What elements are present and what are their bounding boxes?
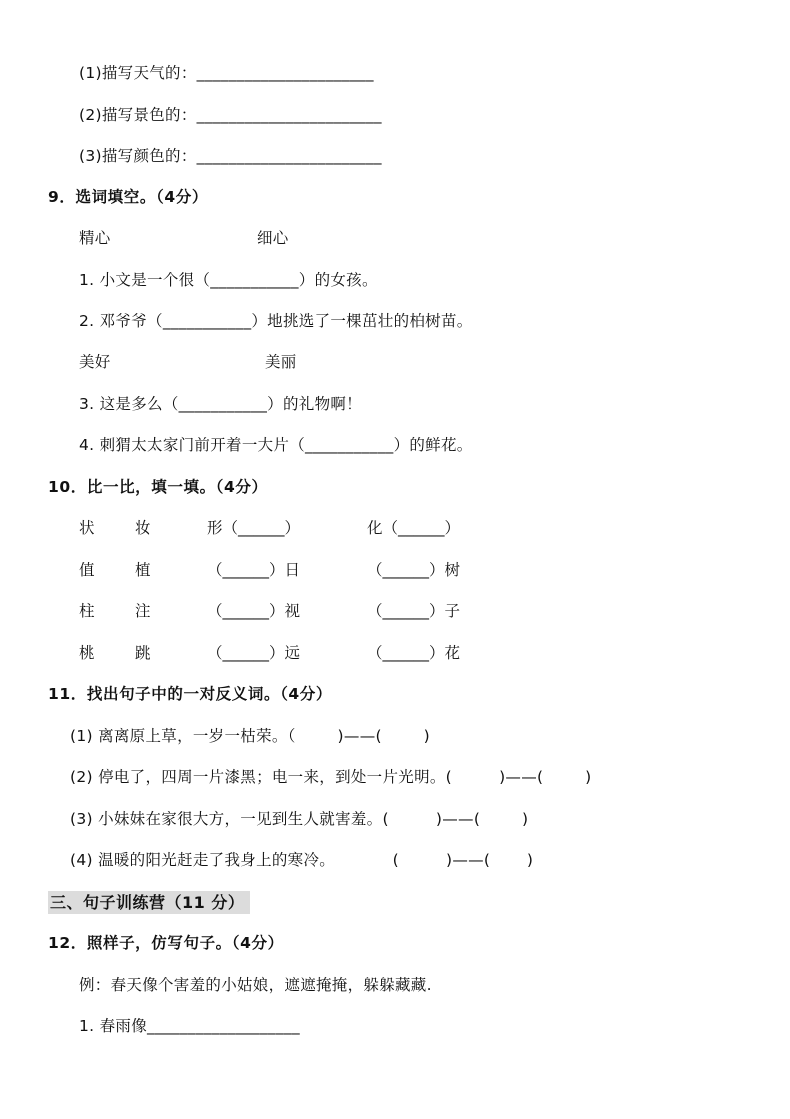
char-a: 桃	[79, 644, 95, 662]
describe-color-line: (3)描写颜色的：_______________________	[79, 147, 382, 165]
describe-weather-line: (1)描写天气的：______________________	[79, 64, 374, 82]
answer-blank[interactable]: ______________________	[196, 64, 374, 82]
question-11-sentence-1[interactable]: (1) 离离原上草，一岁一枯荣。（ )——( )	[70, 727, 431, 745]
question-11-title: 11．找出句子中的一对反义词。（4分）	[48, 685, 333, 703]
word-fill-blank[interactable]: （______）远	[207, 644, 301, 662]
answer-blank[interactable]: _______________________	[196, 106, 382, 124]
char-b: 注	[135, 602, 151, 620]
question-9-sentence-1[interactable]: 1. 小文是一个很（___________）的女孩。	[79, 271, 378, 289]
question-9-sentence-4[interactable]: 4. 刺猬太太家门前开着一大片（___________）的鲜花。	[79, 436, 473, 454]
section-3-heading: 三、句子训练营（11 分）	[48, 891, 250, 914]
question-9-sentence-3[interactable]: 3. 这是多么（___________）的礼物啊！	[79, 395, 362, 413]
word-fill-blank[interactable]: （______）树	[367, 561, 461, 579]
question-9-title: 9．选词填空。（4分）	[48, 188, 208, 206]
char-a: 柱	[79, 602, 95, 620]
question-12-sentence-1[interactable]: 1. 春雨像___________________	[79, 1017, 300, 1035]
word-option: 美丽	[265, 353, 297, 371]
answer-blank[interactable]: _______________________	[196, 147, 382, 165]
word-option: 美好	[79, 353, 111, 371]
word-fill-blank[interactable]: （______）花	[367, 644, 461, 662]
example-sentence: 例：春天像个害羞的小姑娘，遮遮掩掩，躲躲藏藏.	[79, 976, 432, 994]
char-a: 值	[79, 561, 95, 579]
question-9-sentence-2[interactable]: 2. 邓爷爷（___________）地挑选了一棵茁壮的柏树苗。	[79, 312, 473, 330]
question-12-title: 12．照样子，仿写句子。（4分）	[48, 934, 284, 952]
word-fill-blank[interactable]: 形（______）	[207, 519, 301, 537]
word-fill-blank[interactable]: （______）视	[207, 602, 301, 620]
char-b: 妆	[135, 519, 151, 537]
describe-scenery-line: (2)描写景色的：_______________________	[79, 106, 382, 124]
char-a: 状	[79, 519, 95, 537]
question-10-title: 10．比一比，填一填。（4分）	[48, 478, 268, 496]
question-11-sentence-2[interactable]: (2) 停电了，四周一片漆黑；电一来，到处一片光明。( )——( )	[70, 768, 592, 786]
question-11-sentence-3[interactable]: (3) 小妹妹在家很大方，一见到生人就害羞。( )——( )	[70, 810, 529, 828]
word-option: 精心	[79, 229, 111, 247]
word-option: 细心	[257, 229, 289, 247]
word-fill-blank[interactable]: 化（______）	[367, 519, 461, 537]
word-fill-blank[interactable]: （______）日	[207, 561, 301, 579]
question-11-sentence-4[interactable]: (4) 温暖的阳光赶走了我身上的寒冷。 ( )——( )	[70, 851, 534, 869]
word-fill-blank[interactable]: （______）子	[367, 602, 461, 620]
char-b: 植	[135, 561, 151, 579]
char-b: 跳	[135, 644, 151, 662]
